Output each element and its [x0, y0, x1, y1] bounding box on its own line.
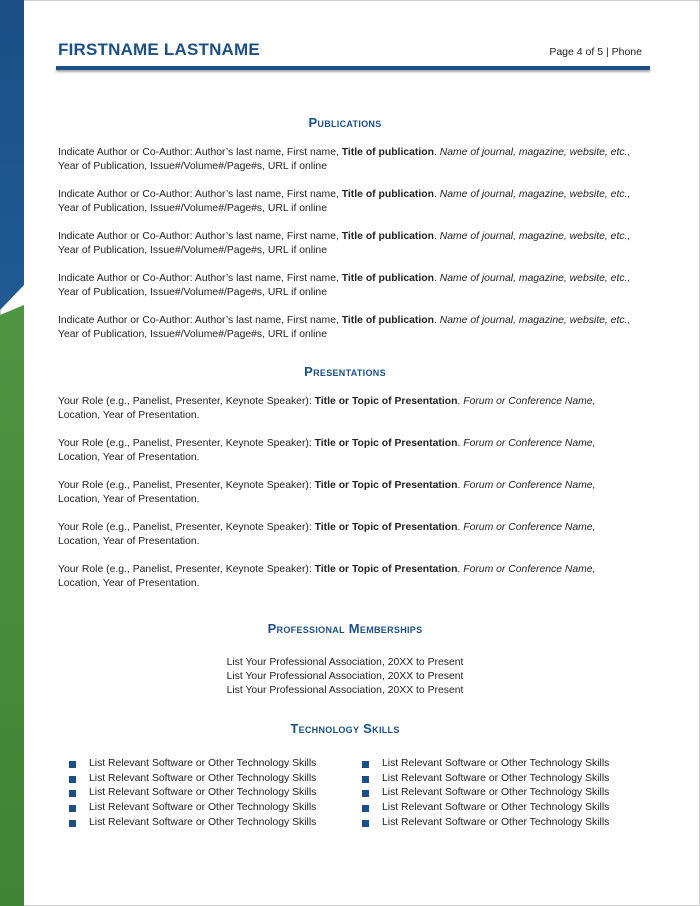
separator: . [457, 564, 464, 575]
skill-item [69, 816, 359, 831]
separator: . [433, 231, 440, 242]
publication-journal: Name of journal, magazine, website, etc., [439, 189, 631, 200]
publication-details: Year of Publication, Issue#/Volume#/Page#s, URL if online [58, 161, 327, 172]
skill-label: List Relevant Software or Other Technology Skills [89, 758, 317, 769]
publication-details: Year of Publication, Issue#/Volume#/Page#s, URL if online [58, 203, 327, 214]
publication-author: Indicate Author or Co-Author: Author’s last name, First name, [58, 315, 342, 326]
phone: Phone [611, 46, 642, 58]
separator: . [433, 315, 440, 326]
bullet-square-icon [69, 776, 76, 783]
publication-author: Indicate Author or Co-Author: Author’s last name, First name, [58, 231, 342, 242]
publications-title: Publications [308, 115, 382, 130]
skills-list-left [69, 757, 359, 831]
presentation-title: Title or Topic of Presentation [314, 396, 458, 407]
separator: . [457, 480, 464, 491]
presentation-role: Your Role (e.g., Panelist, Presenter, Keynote Speaker): [58, 396, 315, 407]
header-contact [549, 46, 642, 58]
presentation-role: Your Role (e.g., Panelist, Presenter, Keynote Speaker): [58, 480, 315, 491]
presentation-details: Location, Year of Presentation. [58, 410, 200, 421]
presentation-role: Your Role (e.g., Panelist, Presenter, Keynote Speaker): [58, 564, 315, 575]
bullet-square-icon [69, 805, 76, 812]
skill-label: List Relevant Software or Other Technology Skills [382, 758, 610, 769]
bullet-square-icon [69, 790, 76, 797]
presentation-role: Your Role (e.g., Panelist, Presenter, Keynote Speaker): [58, 438, 315, 449]
bullet-square-icon [362, 790, 369, 797]
skill-label: List Relevant Software or Other Technology Skills [89, 816, 317, 828]
publication-author: Indicate Author or Co-Author: Author’s last name, First name, [58, 147, 342, 158]
publication-author: Indicate Author or Co-Author: Author’s last name, First name, [58, 189, 342, 200]
skill-item [69, 757, 359, 772]
publication-title: Title of publication [341, 273, 434, 284]
publication-details: Year of Publication, Issue#/Volume#/Page#s, URL if online [58, 329, 327, 340]
publication-entry [58, 314, 638, 342]
presentations-title: Presentations [304, 364, 386, 379]
publication-journal: Name of journal, magazine, website, etc., [439, 273, 631, 284]
skill-item [69, 786, 359, 801]
header-rule [56, 66, 650, 70]
bullet-square-icon [362, 805, 369, 812]
presentation-details: Location, Year of Presentation. [58, 578, 200, 589]
page-number: Page 4 of 5 | [549, 46, 609, 58]
bullet-square-icon [362, 776, 369, 783]
publication-entry [58, 188, 638, 216]
skill-label: List Relevant Software or Other Technology Skills [89, 802, 317, 814]
bullet-square-icon [362, 820, 369, 827]
candidate-name: FIRSTNAME LASTNAME [58, 40, 260, 59]
separator: . [433, 147, 440, 158]
presentation-title: Title or Topic of Presentation [314, 480, 458, 491]
separator: . [457, 396, 464, 407]
header [58, 38, 648, 66]
separator: . [457, 522, 464, 533]
skills-title: Technology Skills [290, 721, 400, 736]
presentation-entry [58, 437, 638, 465]
skill-item [362, 757, 652, 772]
presentation-role: Your Role (e.g., Panelist, Presenter, Keynote Speaker): [58, 522, 315, 533]
publication-details: Year of Publication, Issue#/Volume#/Page#s, URL if online [58, 287, 327, 298]
publication-author: Indicate Author or Co-Author: Author’s last name, First name, [58, 273, 342, 284]
publication-title: Title of publication [341, 231, 434, 242]
skill-item [362, 772, 652, 787]
presentation-details: Location, Year of Presentation. [58, 452, 200, 463]
separator: . [457, 438, 464, 449]
presentation-details: Location, Year of Presentation. [58, 494, 200, 505]
publication-entry [58, 146, 638, 174]
publication-details: Year of Publication, Issue#/Volume#/Page#s, URL if online [58, 245, 327, 256]
presentation-title: Title or Topic of Presentation [314, 522, 458, 533]
presentation-forum: Forum or Conference Name, [463, 438, 596, 449]
publication-journal: Name of journal, magazine, website, etc., [439, 147, 631, 158]
skill-item [69, 801, 359, 816]
skill-item [362, 801, 652, 816]
presentation-forum: Forum or Conference Name, [463, 564, 596, 575]
presentation-entry [58, 521, 638, 549]
publication-title: Title of publication [341, 147, 434, 158]
publication-journal: Name of journal, magazine, website, etc., [439, 231, 631, 242]
memberships-title: Professional Memberships [267, 621, 423, 636]
separator: . [433, 273, 440, 284]
membership-item: List Your Professional Association, 20XX to Present [226, 671, 464, 682]
separator: . [433, 189, 440, 200]
skill-label: List Relevant Software or Other Technology Skills [89, 787, 317, 799]
membership-item: List Your Professional Association, 20XX to Present [226, 657, 464, 668]
bullet-square-icon [362, 761, 369, 768]
presentation-forum: Forum or Conference Name, [463, 396, 596, 407]
publication-entry [58, 272, 638, 300]
publication-entry [58, 230, 638, 258]
presentation-forum: Forum or Conference Name, [463, 480, 596, 491]
skill-label: List Relevant Software or Other Technology Skills [382, 772, 610, 784]
skill-item [69, 772, 359, 787]
side-accent-blue [0, 0, 24, 310]
presentation-title: Title or Topic of Presentation [314, 438, 458, 449]
publication-title: Title of publication [341, 315, 434, 326]
membership-item: List Your Professional Association, 20XX to Present [226, 685, 464, 696]
skill-label: List Relevant Software or Other Technology Skills [382, 787, 610, 799]
presentation-entry [58, 479, 638, 507]
presentation-details: Location, Year of Presentation. [58, 536, 200, 547]
skill-label: List Relevant Software or Other Technology Skills [382, 816, 610, 828]
memberships-list [58, 656, 632, 698]
publication-title: Title of publication [341, 189, 434, 200]
bullet-square-icon [69, 820, 76, 827]
publication-journal: Name of journal, magazine, website, etc., [439, 315, 631, 326]
skill-label: List Relevant Software or Other Technology Skills [89, 772, 317, 784]
side-accent-green [0, 305, 24, 906]
presentation-title: Title or Topic of Presentation [314, 564, 458, 575]
skill-item [362, 816, 652, 831]
skill-item [362, 786, 652, 801]
skill-label: List Relevant Software or Other Technology Skills [382, 802, 610, 814]
bullet-square-icon [69, 761, 76, 768]
presentation-entry [58, 563, 638, 591]
presentation-forum: Forum or Conference Name, [463, 522, 596, 533]
presentation-entry [58, 395, 638, 423]
skills-list-right [362, 757, 652, 831]
